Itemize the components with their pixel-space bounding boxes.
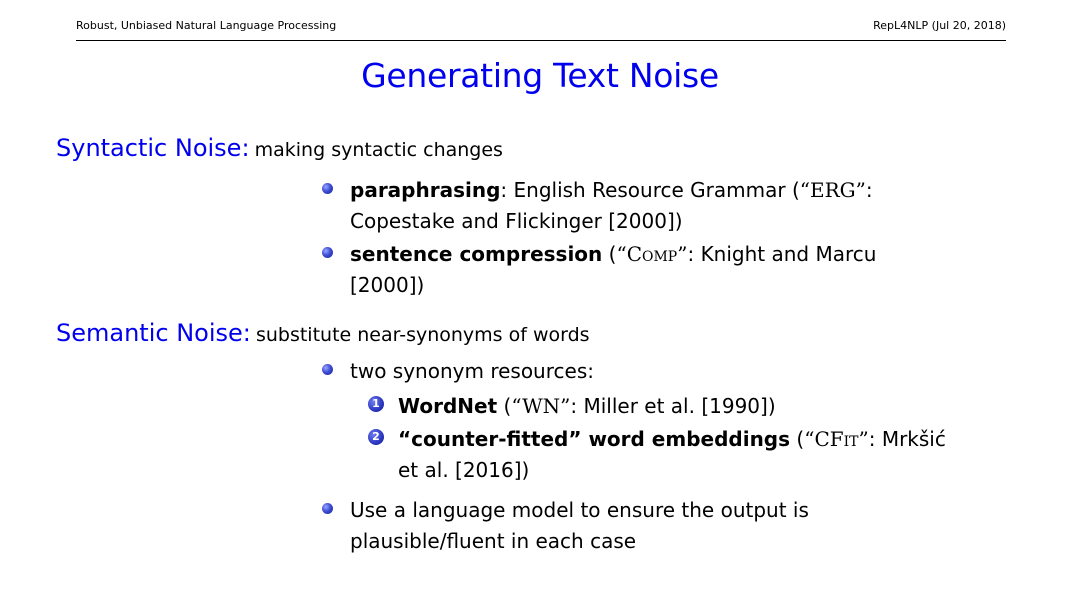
- syntactic-noise-heading: Syntactic Noise:: [56, 134, 250, 162]
- semantic-noise-description: substitute near-synonyms of words: [255, 324, 590, 346]
- item-citation: et al. [2016]): [398, 458, 530, 482]
- abbr-erg: ERG: [809, 178, 856, 202]
- header-talk-title: Robust, Unbiased Natural Language Processing: [76, 19, 337, 32]
- list-item-paraphrasing: paraphrasing: English Resource Grammar (“ERG”: Copestake and Flickinger [2000]): [322, 175, 1002, 237]
- slide-header: [76, 14, 1006, 41]
- syntactic-noise-heading-line: [56, 134, 503, 162]
- semantic-noise-heading-line: [56, 319, 590, 347]
- item-term: WordNet: [398, 394, 498, 418]
- bullet-icon: [322, 247, 333, 258]
- syntactic-noise-description: making syntactic changes: [254, 139, 503, 161]
- list-item-language-model: Use a language model to ensure the output is plausible/fluent in each case: [322, 495, 1002, 557]
- semantic-noise-heading: Semantic Noise:: [56, 319, 251, 347]
- resources-intro: two synonym resources:: [350, 359, 594, 383]
- item-citation: [2000]): [350, 273, 425, 297]
- list-item-resources: [322, 356, 1002, 387]
- bullet-icon: [322, 503, 333, 514]
- bullet-icon: [322, 364, 333, 375]
- item-citation: Copestake and Flickinger [2000]): [350, 209, 683, 233]
- list-item-sentence-compression: sentence compression (“Comp”: Knight and Marcu [2000]): [322, 239, 1002, 301]
- item-term: “counter-fitted” word embeddings: [398, 427, 791, 451]
- resource-item-counter-fitted: 2 “counter-fitted” word embeddings (“CFit”: Mrkšić et al. [2016]): [368, 424, 1008, 486]
- resource-item-wordnet: 1 WordNet (“WN”: Miller et al. [1990]): [368, 391, 1008, 422]
- abbr-cfit: CFit: [814, 427, 859, 451]
- number-1-icon: 1: [368, 396, 384, 412]
- header-event-date: RepL4NLP (Jul 20, 2018): [873, 19, 1006, 32]
- bullet-icon: [322, 183, 333, 194]
- abbr-comp: Comp: [626, 242, 678, 266]
- item-term: paraphrasing: [350, 178, 501, 202]
- item-term: sentence compression: [350, 242, 603, 266]
- number-2-icon: 2: [368, 429, 384, 445]
- slide-title: Generating Text Noise: [361, 56, 719, 95]
- abbr-wn: WN: [522, 394, 561, 418]
